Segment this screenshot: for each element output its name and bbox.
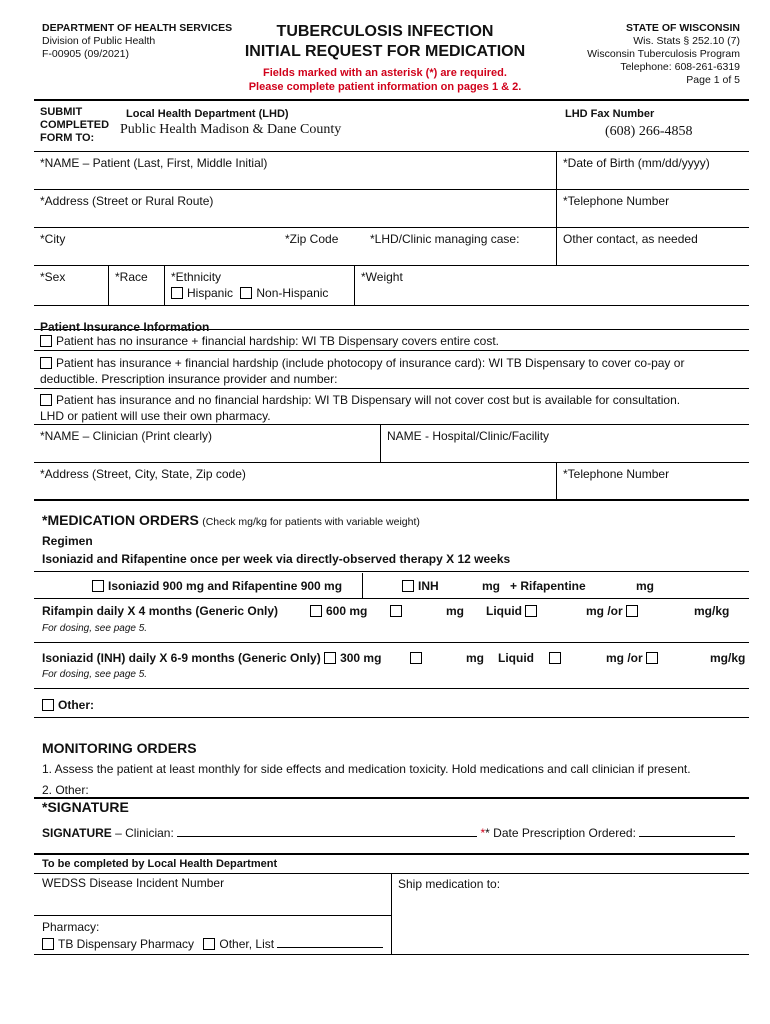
rif-divider bbox=[34, 598, 749, 599]
patient-address-label: *Address (Street or Rural Route) bbox=[40, 194, 214, 208]
clinician-address-row bbox=[34, 463, 749, 501]
tb-pharmacy-label: TB Dispensary Pharmacy bbox=[58, 937, 195, 951]
submit-label-1: SUBMIT bbox=[40, 106, 83, 118]
required-note: Fields marked with an asterisk (*) are required. bbox=[263, 67, 507, 79]
dob-field[interactable] bbox=[556, 152, 749, 189]
signature-label: SIGNATURE bbox=[42, 826, 112, 840]
inh-300-label: 300 mg bbox=[340, 651, 382, 665]
patient-name-field[interactable] bbox=[34, 152, 556, 189]
other-pharmacy-checkbox[interactable] bbox=[203, 938, 215, 950]
inh-dosing-note: For dosing, see page 5. bbox=[42, 669, 148, 680]
patient-name-label: *NAME – Patient (Last, First, Middle Initial) bbox=[40, 156, 268, 170]
clinician-phone-label: *Telephone Number bbox=[563, 467, 670, 481]
no-insurance-checkbox[interactable] bbox=[40, 335, 52, 347]
signature-title: *SIGNATURE bbox=[42, 799, 129, 815]
weekly-option-custom bbox=[402, 579, 439, 593]
race-label: *Race bbox=[115, 270, 148, 284]
race-field[interactable] bbox=[108, 266, 164, 305]
insurance-option-2-label-a: Patient has insurance + financial hardship (include photocopy of insurance card): WI TB Dispensary to cover co-pay or bbox=[56, 356, 685, 370]
other-bottom-divider bbox=[34, 717, 749, 718]
other-contact-field[interactable] bbox=[556, 228, 749, 265]
signature-input[interactable] bbox=[177, 836, 477, 837]
rif-600-checkbox[interactable] bbox=[310, 605, 322, 617]
lhd-clinic-label: *LHD/Clinic managing case: bbox=[370, 232, 520, 246]
monitoring-section bbox=[42, 740, 752, 797]
city-label: *City bbox=[40, 232, 66, 246]
other-divider bbox=[34, 688, 749, 689]
signature-divider bbox=[34, 797, 749, 799]
rif-mg-label: mg bbox=[446, 604, 464, 618]
weekly-option-fixed bbox=[92, 579, 342, 593]
sex-label: *Sex bbox=[40, 270, 66, 284]
inh-mgkg-label: mg/kg bbox=[710, 651, 746, 665]
rif-mg-or-label: mg /or bbox=[586, 604, 623, 618]
submit-label bbox=[40, 106, 109, 145]
zip-label: *Zip Code bbox=[285, 232, 339, 246]
pages-note: Please complete patient information on pages 1 & 2. bbox=[248, 81, 522, 93]
program-name: Wisconsin Tuberculosis Program bbox=[587, 48, 740, 60]
statute: Wis. Stats § 252.10 (7) bbox=[633, 35, 740, 47]
date-ordered-label: * Date Prescription Ordered: bbox=[485, 826, 636, 840]
weekly-fixed-label: Isoniazid 900 mg and Rifapentine 900 mg bbox=[108, 579, 343, 593]
signature-line: SIGNATURE – Clinician: ** Date Prescription Ordered: bbox=[42, 826, 735, 840]
rif-dosing-note: For dosing, see page 5. bbox=[42, 623, 148, 634]
other-option bbox=[42, 698, 94, 712]
insurance-no-hardship-checkbox[interactable] bbox=[40, 394, 52, 406]
ethnicity-label: *Ethnicity bbox=[171, 270, 222, 284]
rif-liquid-checkbox[interactable] bbox=[525, 605, 537, 617]
date-ordered-input[interactable] bbox=[639, 836, 735, 837]
rif-mgkg-option bbox=[586, 604, 642, 618]
medication-note: (Check mg/kg for patients with variable weight) bbox=[202, 516, 420, 528]
inh-custom-option bbox=[410, 651, 426, 665]
weekly-divider-v bbox=[362, 573, 363, 599]
insurance-option-1-label: Patient has no insurance + financial hardship: WI TB Dispensary covers entire cost. bbox=[56, 334, 499, 348]
patient-name-row bbox=[34, 152, 749, 190]
form-title-line2: INITIAL REQUEST FOR MEDICATION bbox=[244, 43, 526, 60]
pharmacy-options bbox=[42, 937, 383, 951]
patient-address-row bbox=[34, 190, 749, 228]
state-name: STATE OF WISCONSIN bbox=[626, 22, 740, 34]
inh-mg-label: mg bbox=[466, 651, 484, 665]
rif-liquid-label: Liquid bbox=[486, 604, 522, 618]
insurance-option-3-label-a: Patient has insurance and no financial hardship: WI TB Dispensary will not cover cost but is available for consultation. bbox=[56, 393, 681, 407]
lhd-section-title: To be completed by Local Health Department bbox=[42, 858, 278, 870]
hispanic-label: Hispanic bbox=[187, 286, 234, 300]
insurance-option-3-cell bbox=[34, 389, 749, 424]
state-header bbox=[587, 22, 740, 87]
ethnicity-options bbox=[171, 286, 348, 300]
lhd-clinic-field[interactable] bbox=[364, 228, 556, 265]
other-med-label: Other: bbox=[58, 698, 94, 712]
insurance-option-2 bbox=[34, 351, 749, 389]
zip-field[interactable] bbox=[279, 228, 359, 265]
insurance-option-2-label-b: deductible. Prescription insurance provider and number: bbox=[40, 372, 338, 386]
form-id: F-00905 (09/2021) bbox=[42, 48, 129, 60]
rif-mgkg-label: mg/kg bbox=[694, 604, 730, 618]
monitoring-item-1: 1. Assess the patient at least monthly for side effects and medication toxicity. Hold medications and call clinician if present. bbox=[42, 762, 691, 776]
dob-label: *Date of Birth (mm/dd/yyyy) bbox=[563, 156, 710, 170]
rif-custom-checkbox[interactable] bbox=[390, 605, 402, 617]
page-number: Page 1 of 5 bbox=[686, 74, 740, 86]
ethnicity-field bbox=[164, 266, 354, 305]
weekly-regimen: Isoniazid and Rifapentine once per week via directly-observed therapy X 12 weeks bbox=[42, 552, 511, 566]
insurance-title-row bbox=[34, 306, 749, 334]
rif-mgkg-checkbox[interactable] bbox=[626, 605, 638, 617]
inh-mg-or-label: mg /or bbox=[606, 651, 643, 665]
program-phone: Telephone: 608-261-6319 bbox=[620, 61, 740, 73]
weekly-rifapentine-mg: mg bbox=[636, 579, 654, 593]
clinician-name-field[interactable] bbox=[34, 425, 380, 462]
insurance-option-1-cell bbox=[34, 330, 505, 350]
fax-label: LHD Fax Number bbox=[565, 108, 655, 120]
patient-city-row bbox=[34, 228, 749, 266]
demographics-row bbox=[34, 266, 749, 306]
submit-cell bbox=[34, 101, 559, 151]
division-name: Division of Public Health bbox=[42, 35, 156, 47]
lhd-divider bbox=[34, 853, 749, 855]
weekly-divider bbox=[34, 571, 749, 572]
clinician-name-label: *NAME – Clinician (Print clearly) bbox=[40, 429, 213, 443]
inh-liquid-label: Liquid bbox=[498, 651, 534, 665]
medication-section bbox=[42, 512, 752, 566]
weight-label: *Weight bbox=[361, 270, 403, 284]
ship-label[interactable]: Ship medication to: bbox=[398, 877, 501, 891]
facility-label: NAME - Hospital/Clinic/Facility bbox=[387, 429, 550, 443]
facility-field[interactable] bbox=[380, 425, 749, 462]
other-contact-label: Other contact, as needed bbox=[563, 232, 698, 246]
inh-row bbox=[42, 651, 381, 665]
patient-address-field[interactable] bbox=[34, 190, 556, 227]
pharmacy-label: Pharmacy: bbox=[42, 920, 100, 934]
insurance-hardship-checkbox[interactable] bbox=[40, 357, 52, 369]
lhd-value[interactable]: Public Health Madison & Dane County bbox=[120, 122, 342, 137]
rif-custom-option bbox=[390, 604, 406, 618]
tb-pharmacy-checkbox[interactable] bbox=[42, 938, 54, 950]
inh-label: Isoniazid (INH) daily X 6-9 months (Generic Only) bbox=[42, 651, 321, 665]
fax-cell bbox=[559, 101, 749, 151]
clinician-phone-field[interactable] bbox=[556, 463, 749, 499]
insurance-title: Patient Insurance Information bbox=[40, 320, 210, 334]
other-pharmacy-label: Other, List bbox=[219, 937, 275, 951]
weight-field[interactable] bbox=[354, 266, 749, 305]
wedss-label: WEDSS Disease Incident Number bbox=[42, 876, 225, 890]
inh-custom-checkbox[interactable] bbox=[410, 652, 422, 664]
inh-divider bbox=[34, 642, 749, 643]
rif-liquid-option bbox=[486, 604, 541, 618]
city-field[interactable] bbox=[34, 228, 279, 265]
rifampin-label: Rifampin daily X 4 months (Generic Only) bbox=[42, 604, 279, 618]
insurance-option-1 bbox=[34, 330, 749, 351]
weekly-fixed-checkbox[interactable] bbox=[92, 580, 104, 592]
other-med-checkbox[interactable] bbox=[42, 699, 54, 711]
rif-600-label: 600 mg bbox=[326, 604, 368, 618]
inh-mgkg-option bbox=[606, 651, 662, 665]
rif-600-option bbox=[310, 604, 367, 618]
insurance-option-3-label-b: LHD or patient will use their own pharmacy. bbox=[40, 409, 271, 423]
patient-phone-field[interactable] bbox=[556, 190, 749, 227]
insurance-option-3 bbox=[34, 389, 749, 425]
inh-mgkg-checkbox[interactable] bbox=[646, 652, 658, 664]
clinician-name-row bbox=[34, 425, 749, 463]
signature-clinician-label: – Clinician: bbox=[111, 826, 174, 840]
form-bottom-line bbox=[34, 954, 749, 955]
sex-field[interactable] bbox=[34, 266, 108, 305]
monitoring-title: MONITORING ORDERS bbox=[42, 740, 197, 756]
department-name: DEPARTMENT OF HEALTH SERVICES bbox=[42, 22, 233, 34]
non-hispanic-label: Non-Hispanic bbox=[256, 286, 329, 300]
inh-liquid-option bbox=[498, 651, 565, 665]
monitoring-item-2[interactable]: 2. Other: bbox=[42, 783, 89, 797]
weekly-custom-checkbox[interactable] bbox=[402, 580, 414, 592]
weekly-inh-label: INH bbox=[418, 579, 439, 593]
submit-label-3: FORM TO: bbox=[40, 132, 95, 144]
weekly-rifapentine-label: + Rifapentine bbox=[510, 579, 586, 593]
form-title-line1: TUBERCULOSIS INFECTION bbox=[276, 23, 494, 40]
regimen-label: Regimen bbox=[42, 534, 93, 548]
hispanic-checkbox[interactable] bbox=[171, 287, 183, 299]
agency-header bbox=[42, 22, 232, 61]
medication-title: *MEDICATION ORDERS bbox=[42, 512, 199, 528]
clinician-address-label: *Address (Street, City, State, Zip code) bbox=[40, 467, 246, 481]
inh-liquid-checkbox[interactable] bbox=[549, 652, 561, 664]
clinician-address-field[interactable] bbox=[34, 463, 556, 499]
non-hispanic-checkbox[interactable] bbox=[240, 287, 252, 299]
patient-phone-label: *Telephone Number bbox=[563, 194, 670, 208]
submit-label-2: COMPLETED bbox=[40, 119, 110, 131]
form-title-block bbox=[230, 22, 540, 94]
inh-300-checkbox[interactable] bbox=[324, 652, 336, 664]
lhd-label: Local Health Department (LHD) bbox=[126, 108, 289, 120]
wedss-divider bbox=[34, 915, 391, 916]
submit-row bbox=[34, 99, 749, 152]
other-pharmacy-input[interactable] bbox=[277, 947, 383, 948]
ship-divider bbox=[391, 873, 392, 955]
request-form bbox=[34, 99, 749, 501]
weekly-inh-mg: mg bbox=[482, 579, 500, 593]
fax-value[interactable]: (608) 266-4858 bbox=[605, 124, 693, 139]
insurance-option-2-cell bbox=[34, 351, 749, 388]
